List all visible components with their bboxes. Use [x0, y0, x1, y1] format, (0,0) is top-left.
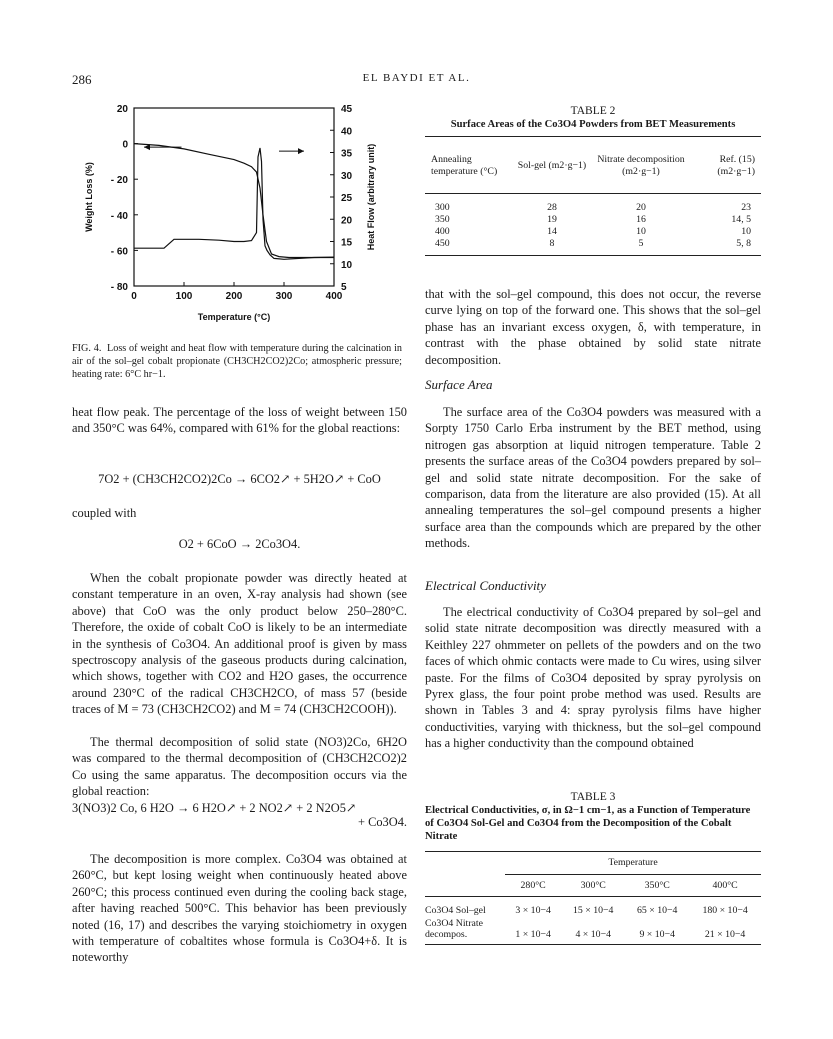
table-cell: 5, 8 — [736, 238, 751, 249]
table-3-column-header: 350°C — [644, 879, 670, 891]
figure-4-caption — [72, 342, 402, 381]
table-3-grid — [425, 852, 761, 940]
table-cell: 15 × 10−4 — [573, 904, 614, 916]
table-3-label: TABLE 3 — [570, 791, 616, 803]
table-2-grid — [425, 139, 761, 249]
table-cell: 14, 5 — [731, 214, 751, 225]
page-number: 286 — [72, 72, 92, 87]
table-row — [425, 916, 761, 940]
y-right-tick-label: 40 — [341, 126, 353, 138]
equation-3a: 3(NO3)2 Co, 6 H2O → 6 H2O↗ + 2 NO2↗ + 2 N2O5↗ — [72, 801, 357, 815]
table-cell: 400 — [435, 226, 450, 237]
y-axis-label: Weight Loss (%) — [84, 162, 94, 232]
table-2-header: Sol-gel (m2·g−1) — [517, 159, 587, 171]
x-axis-label: Temperature (°C) — [197, 312, 271, 322]
table-cell: 10 — [636, 226, 646, 237]
table-3-column-header: 400°C — [712, 879, 738, 891]
table-cell: 14 — [547, 226, 557, 237]
section-electrical-conductivity: Electrical Conductivity — [425, 578, 546, 593]
table-row-label: Co3O4 Nitrate decompos. — [425, 917, 483, 940]
equation-3b: + Co3O4. — [358, 815, 407, 829]
x-tick-label: 0 — [131, 291, 137, 302]
table-cell: 20 — [636, 202, 646, 213]
table-3-title: Electrical Conductivities, σ, in Ω−1 cm−1, as a Function of Temperature of Co3O4 Sol-Gel and Co3O4 from the Decomposition of the Cobalt Nitrate — [425, 805, 751, 842]
weight-loss-curve — [134, 144, 334, 258]
y-right-tick-label: 25 — [341, 193, 353, 204]
left-para-4: The decomposition is more complex. Co3O4 was obtained at 260°C, but kept losing weight when continuously heated above 260°C; this process continued even during the cooling back stage, after having reached 500°C. This behavior has been previously noted (16, 17) and describes the varying stoichiometry in oxygen with temperature of cobaltites whose formula is Co3O4+δ. It is noteworthy — [72, 852, 407, 965]
heat-flow-curve — [134, 148, 334, 259]
table-row-label: Co3O4 Sol–gel — [425, 904, 486, 916]
table-cell: 9 × 10−4 — [639, 928, 675, 940]
table-2-label: TABLE 2 — [570, 105, 616, 117]
x-tick-label: 200 — [225, 291, 243, 302]
table-row — [425, 193, 761, 213]
y-tick-label: - 20 — [110, 175, 128, 187]
figure-4-chart — [72, 96, 412, 340]
x-tick-label: 100 — [175, 291, 193, 302]
left-para-3: The thermal decomposition of solid state (NO3)2Co, 6H2O was compared to the thermal decomposition of (CH3CH2CO2)2 Co using the same apparatus. The decomposition occurs via the global reaction: — [72, 735, 407, 799]
table-3 — [425, 790, 761, 945]
figure-caption-text: Loss of weight and heat flow with temperature during the calcination in air of the sol–gel cobalt propionate (CH3CH2CO2)2Co; atmospheric pressure; heating rate: 6°C hr−1. — [72, 343, 402, 380]
table-row — [425, 213, 761, 225]
y-right-tick-label: 45 — [341, 104, 353, 115]
table-2-header: Ref. (15) (m2·g−1) — [717, 153, 755, 177]
table-2-header: Annealing temperature (°C) — [431, 153, 498, 177]
left-para-1: heat flow peak. The percentage of the loss of weight between 150 and 350°C was 64%, compared with 61% for the global reactions: — [72, 405, 407, 436]
table-2 — [425, 104, 761, 256]
right-para-2: The surface area of the Co3O4 powders was measured with a Sorpty 1750 Carlo Erba instrument by the BET method, using nitrogen gas absorption at liquid nitrogen temperature. Table 2 presents the surface areas of the Co3O4 powders prepared by sol–gel and solid state nitrate decomposition. For the sake of comparison, data from the literature are also provided (15). At all annealing temperatures the sol–gel compound presents a higher surface area than the compounds which are prepared by the other methods. — [425, 405, 761, 551]
y-right-axis-label: Heat Flow (arbitrary unit) — [366, 143, 376, 251]
table-2-title: Surface Areas of the Co3O4 Powders from BET Measurements — [450, 119, 736, 130]
y-right-tick-label: 10 — [341, 259, 353, 271]
table-cell: 23 — [741, 202, 751, 213]
right-para-3: The electrical conductivity of Co3O4 prepared by sol–gel and solid state nitrate decomposition was directly measured with a Keithley 227 ohmmeter on pellets of the powders and on the two faces of which ohmic contacts were made to Cu wires, using silver paste. For the films of Co3O4 deposited by spray pyrolysis on Pyrex glass, the four point probe method was used. Results are shown in Tables 3 and 4: spray pyrolysis films have higher conductivities, varying with thickness, but the sol–gel compound has a higher conductivity than the compound obtained — [425, 605, 761, 751]
y-right-tick-label: 20 — [341, 215, 353, 227]
table-3-column-header: 280°C — [520, 879, 546, 891]
figure-caption-label: FIG. 4. — [72, 343, 102, 354]
table-row — [425, 237, 761, 249]
y-right-tick-label: 15 — [341, 237, 353, 249]
y-right-tick-label: 30 — [341, 170, 353, 182]
plot-frame — [134, 108, 334, 286]
table-cell: 1 × 10−4 — [515, 928, 551, 940]
x-tick-label: 300 — [275, 291, 293, 302]
y-right-tick-label: 5 — [341, 282, 347, 293]
y-tick-label: - 60 — [110, 246, 128, 258]
table-cell: 65 × 10−4 — [637, 904, 678, 916]
table-2-header-row — [425, 139, 761, 193]
table-cell: 350 — [435, 214, 450, 225]
running-title: EL BAYDI ET AL. — [362, 72, 471, 84]
table-cell: 16 — [636, 214, 646, 225]
table-3-column-header: 300°C — [580, 879, 606, 891]
table-cell: 19 — [547, 214, 557, 225]
y-tick-label: - 80 — [110, 282, 128, 293]
table-cell: 8 — [549, 238, 555, 249]
arrow-right-icon — [298, 148, 304, 154]
table-cell: 21 × 10−4 — [704, 928, 746, 940]
table-cell: 5 — [638, 238, 644, 249]
right-para-1: that with the sol–gel compound, this does not occur, the reverse curve lying on top of the forward one. This shows that the sol–gel phase has an invariant excess oxygen, δ, with temperature, in contrast with the phase obtained by solid state nitrate decomposition. — [425, 287, 761, 367]
table-cell: 10 — [741, 226, 751, 237]
table-cell: 28 — [547, 202, 557, 213]
table-3-group-header: Temperature — [505, 852, 761, 874]
equation-2: O2 + 6CoO → 2Co3O4. — [178, 537, 301, 551]
section-surface-area: Surface Area — [425, 377, 493, 392]
left-para-2: When the cobalt propionate powder was directly heated at constant temperature in an oven, X-ray analysis had shown (see above) that CoO was the only product below 250–280°C. Therefore, the oxide of cobalt CoO is likely to be an intermediate in the synthesis of Co3O4. An additional proof is given by mass spectroscopy analysis of the gaseous products during calcination, which shows, together with CO2 and H2O gases, the occurrence around 230°C of the radical CH3CH2CO, of mass 57 (beside traces of M = 73 (CH3CH2CO2) and M = 74 (CH3CH2COOH)). — [72, 571, 407, 717]
table-3-group-row — [425, 852, 761, 874]
x-tick-label: 400 — [325, 291, 343, 302]
table-cell: 180 × 10−4 — [702, 904, 748, 916]
table-cell: 4 × 10−4 — [575, 928, 611, 940]
y-tick-label: 0 — [122, 139, 128, 151]
coupled-with: coupled with — [72, 506, 137, 520]
equation-1: 7O2 + (CH3CH2CO2)2Co → 6CO2↗ + 5H2O↗ + CoO — [98, 472, 381, 486]
table-cell: 300 — [435, 202, 450, 213]
table-row — [425, 896, 761, 916]
table-row — [425, 225, 761, 237]
table-cell: 450 — [435, 238, 450, 249]
table-2-header: Nitrate decomposition (m2·g−1) — [597, 153, 685, 177]
y-right-tick-label: 35 — [341, 148, 353, 160]
y-tick-label: - 40 — [110, 210, 128, 222]
y-tick-label: 20 — [116, 104, 128, 115]
table-3-header-row — [425, 874, 761, 896]
table-cell: 3 × 10−4 — [515, 904, 551, 916]
